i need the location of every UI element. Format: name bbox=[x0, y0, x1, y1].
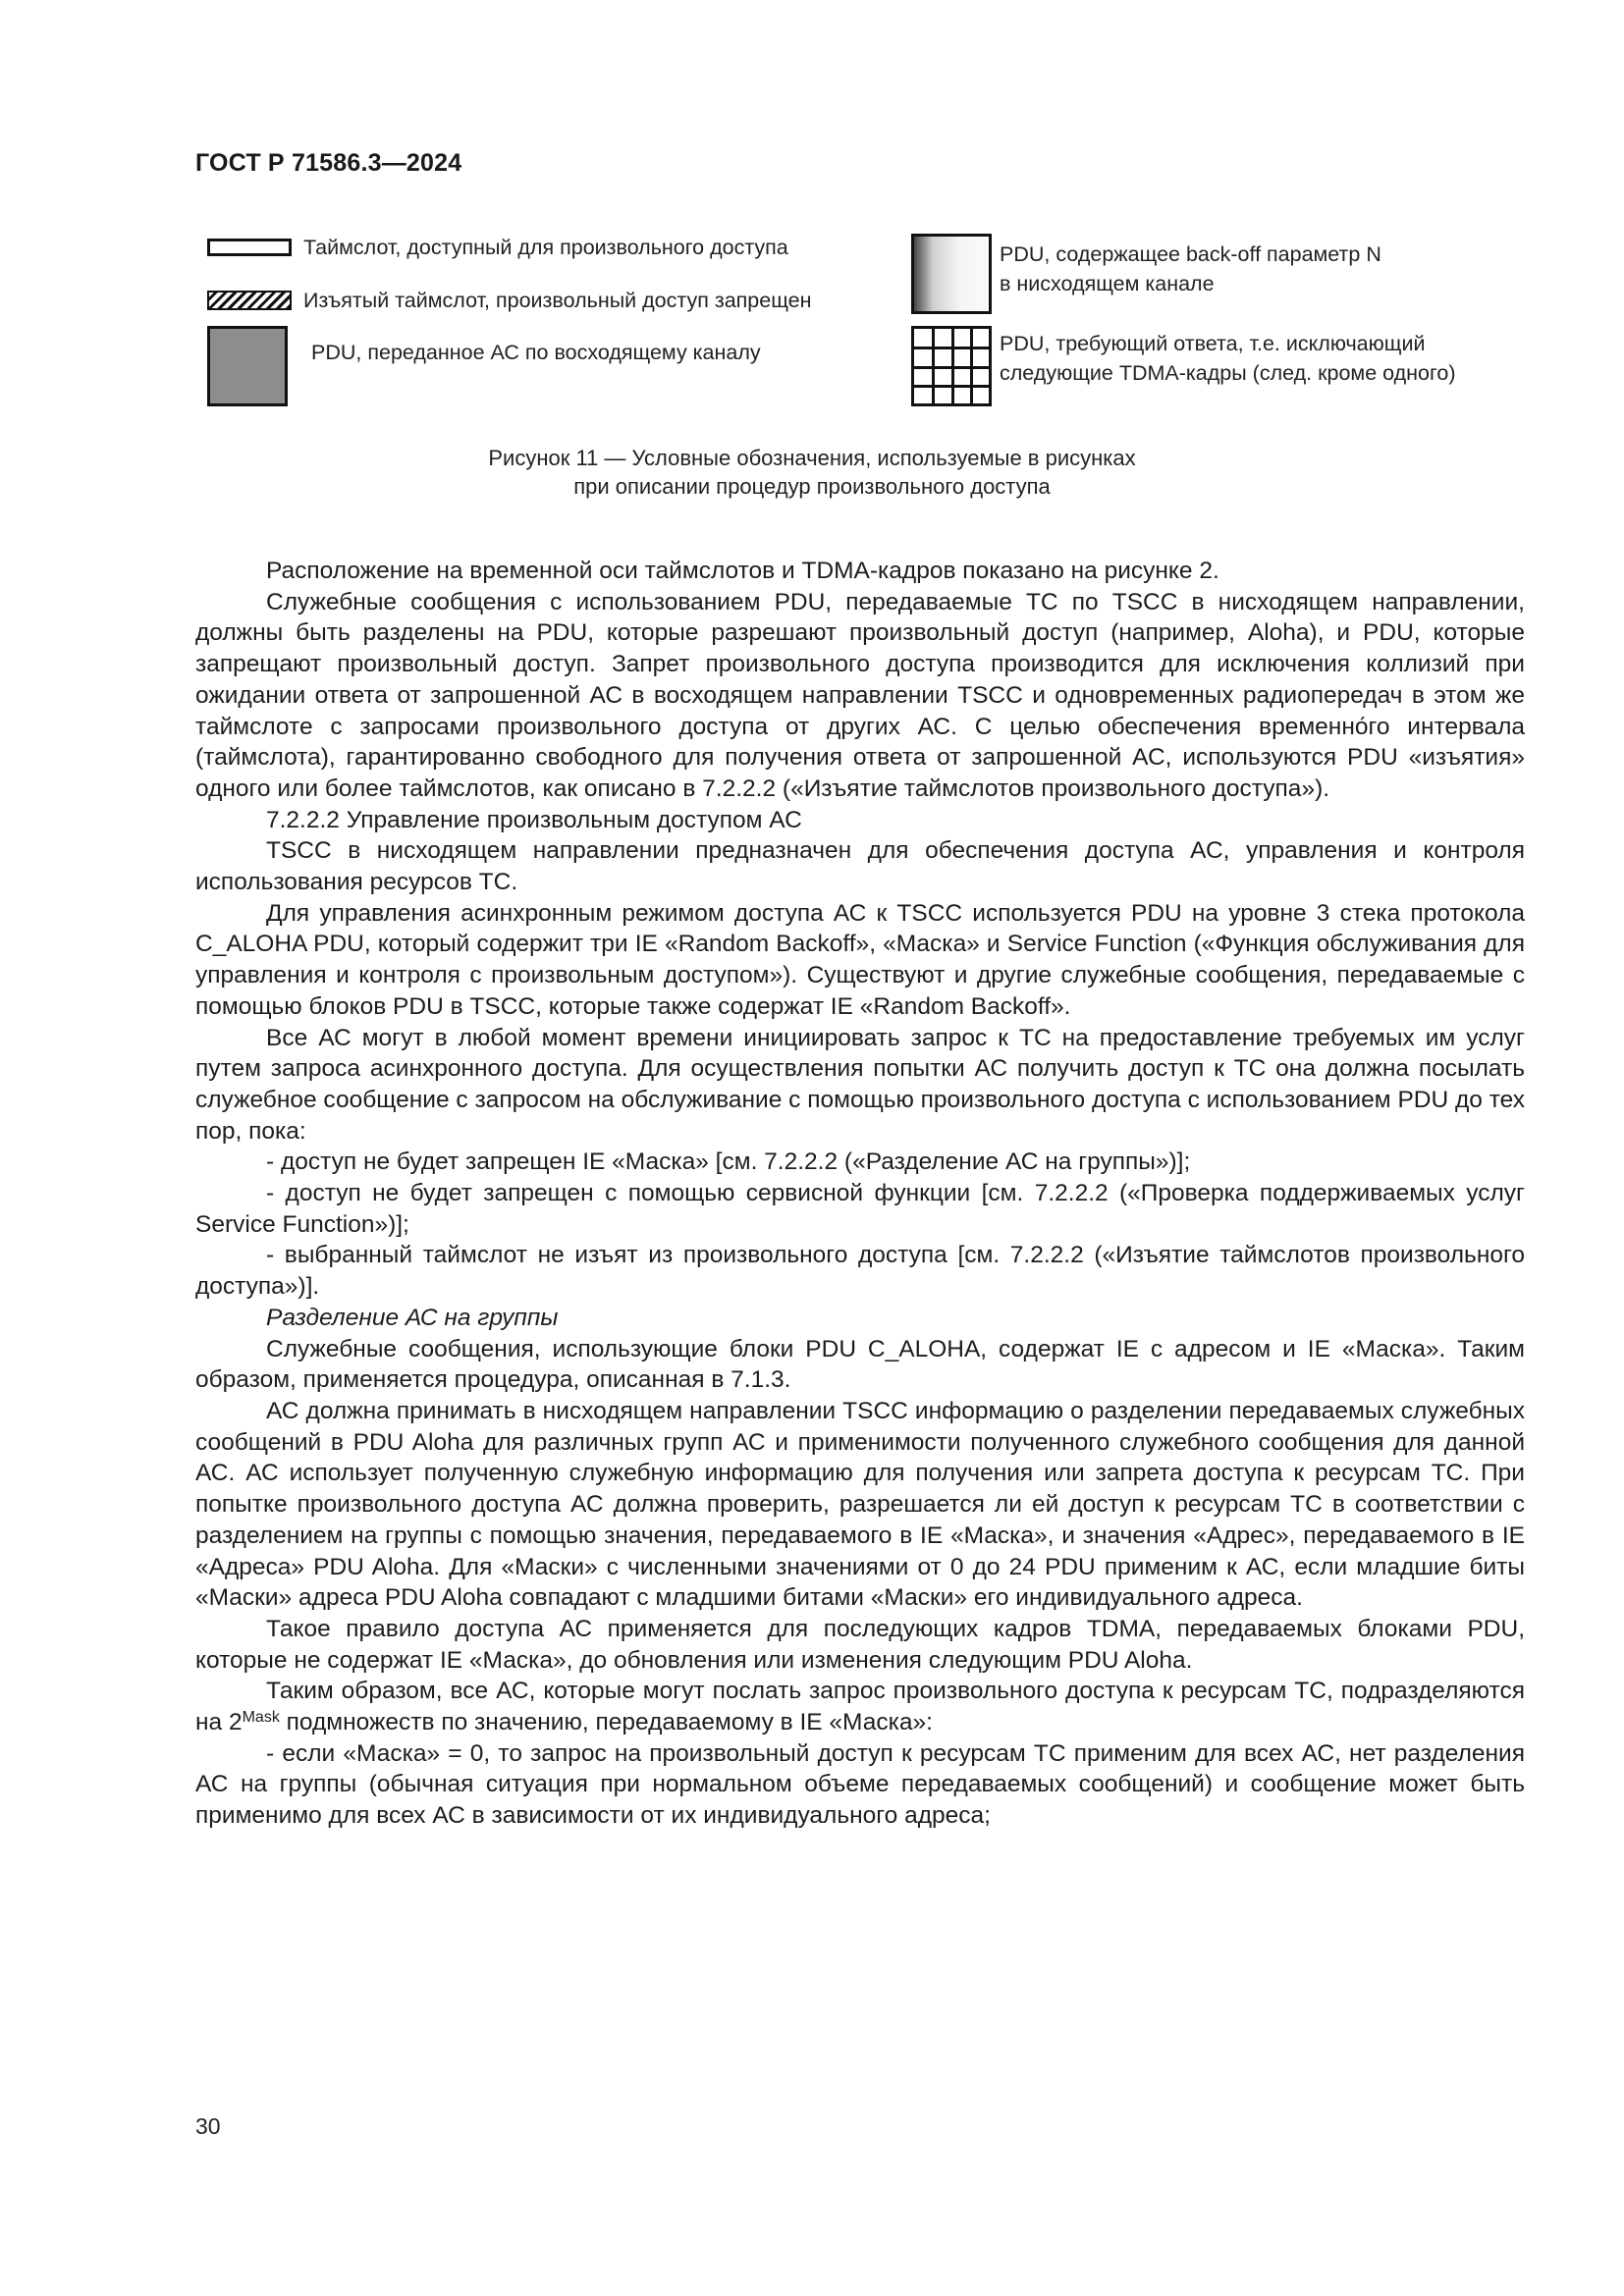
mask-superscript: Mask bbox=[242, 1709, 280, 1727]
subheading-italic: Разделение АС на группы bbox=[266, 1304, 559, 1331]
page-number: 30 bbox=[195, 2113, 221, 2139]
paragraph: АС должна принимать в нисходящем направлении TSCC информацию о разделении передаваемых служебных сообщений в PDU Aloha для различных групп АС и применимости полученного служебного сообщения для данной АС. АС использует полученную служебную информацию для получения или запрета доступа к ресурсам ТС. При попытке произвольного доступа АС должна проверить, разрешается ли ей доступ к ресурсам ТС в соответствии с разделением на группы с помощью значения, передаваемого в IE «Маска», и значения «Адрес», передаваемого в IE «Адреса» PDU Aloha. Для «Маски» с численными значениями от 0 до 24 PDU применим к АС, если младшие биты «Маски» адреса PDU Aloha совпадают с младшими битами «Маски» его индивидуального адреса. bbox=[195, 1397, 1525, 1612]
list-item: - доступ не будет запрещен IE «Маска» [см. 7.2.2.2 («Разделение АС на группы»)]; bbox=[266, 1148, 1191, 1176]
legend-item-gray-box bbox=[207, 326, 761, 406]
list-item: - если «Маска» = 0, то запрос на произвольный доступ к ресурсам ТС применим для всех АС, нет разделения АС на группы (обычная ситуация при нормальном объеме передаваемых сообщений) и сообщение может быть применимо для всех АС в зависимости от их индивидуального адреса; bbox=[195, 1739, 1525, 1830]
uplink-pdu-icon bbox=[207, 326, 288, 406]
legend-label: PDU, переданное АС по восходящему каналу bbox=[311, 341, 761, 364]
paragraph: Для управления асинхронным режимом доступа АС к TSCC используется PDU на уровне 3 стека протокола C_ALOHA PDU, который содержит три IE «Random Backoff», «Маска» и Service Function («Функция обслуживания для управления и контроля с произвольным доступом»). Существуют и другие служебные сообщения, передаваемые с помощью блоков PDU в TSCC, которые также содержат IE «Random Backoff». bbox=[195, 899, 1525, 1020]
hatched-timeslot-icon bbox=[207, 291, 292, 310]
legend-label: Изъятый таймслот, произвольный доступ запрещен bbox=[303, 289, 812, 312]
paragraph: Все АС могут в любой момент времени инициировать запрос к ТС на предоставление требуемых им услуг путем запроса асинхронного доступа. Для осуществления попытки АС получить доступ к ТС она должна посылать служебное сообщение с запросом на обслуживание с помощью произвольного доступа с использованием PDU до тех пор, пока: bbox=[195, 1024, 1525, 1145]
paragraph: Служебные сообщения с использованием PDU, передаваемые ТС по TSCC в нисходящем направлении, должны быть разделены на PDU, которые разрешают произвольный доступ (например, Aloha), и PDU, которые запрещают произвольный доступ. Запрет произвольного доступа производится для исключения коллизий при ожидании ответа от запрошенной АС в восходящем направлении TSCC и одновременных радиопередач в этом же таймслоте с запросами произвольного доступа от других АС. С целью обеспечения временно́го интервала (таймслота), гарантированно свободного для получения ответа от запрошенной АС, используются PDU «изъятия» одного или более таймслотов, как описано в 7.2.2.2 («Изъятие таймслотов произвольного доступа»). bbox=[195, 588, 1525, 802]
paragraph: Такое правило доступа АС применяется для последующих кадров TDMA, передаваемых блоками PDU, которые не содержат IE «Маска», до обновления или изменения следующим PDU Aloha. bbox=[195, 1615, 1525, 1674]
mask-text-after: подмножеств по значению, передаваемому в IE «Маска»: bbox=[279, 1709, 933, 1736]
list-item: - выбранный таймслот не изъят из произвольного доступа [см. 7.2.2.2 («Изъятие таймслотов произвольного доступа»)]. bbox=[195, 1242, 1525, 1301]
open-timeslot-icon bbox=[207, 239, 292, 256]
paragraph: Служебные сообщения, использующие блоки PDU C_ALOHA, содержат IE с адресом и IE «Маска». Таким образом, применяется процедура, описанная в 7.1.3. bbox=[195, 1335, 1525, 1394]
mask-text-before: Таким образом, все АС, которые могут послать запрос произвольного доступа к ресурсам ТС, подразделяются на 2 bbox=[195, 1678, 1525, 1736]
legend-item-open-slot bbox=[207, 233, 788, 262]
body-text bbox=[195, 556, 1525, 1832]
backoff-pdu-icon bbox=[911, 234, 992, 314]
legend-item-hatched-slot bbox=[207, 286, 812, 315]
legend-label: Таймслот, доступный для произвольного доступа bbox=[303, 236, 788, 259]
section-heading: 7.2.2.2 Управление произвольным доступом АС bbox=[266, 806, 802, 833]
mask-paragraph bbox=[195, 1676, 1525, 1737]
legend-item-grid-box bbox=[911, 326, 1455, 406]
legend-label-line2: в нисходящем канале bbox=[1000, 272, 1215, 295]
document-header: ГОСТ Р 71586.3—2024 bbox=[195, 149, 462, 177]
paragraph: Расположение на временной оси таймслотов и TDMA-кадров показано на рисунке 2. bbox=[266, 558, 1219, 584]
figure-legend bbox=[0, 0, 1624, 412]
legend-label-line2: следующие TDMA-кадры (след. кроме одного) bbox=[1000, 361, 1456, 385]
figure-caption bbox=[0, 444, 1624, 501]
list-item: - доступ не будет запрещен с помощью сервисной функции [см. 7.2.2.2 («Проверка поддерживаемых услуг Service Function»)]; bbox=[195, 1180, 1525, 1238]
response-pdu-grid-icon bbox=[911, 326, 992, 406]
legend-item-gradient-box bbox=[911, 234, 1381, 314]
paragraph: TSCC в нисходящем направлении предназначен для обеспечения доступа АС, управления и контроля использования ресурсов ТС. bbox=[195, 837, 1525, 896]
legend-label-line1: PDU, содержащее back-off параметр N bbox=[1000, 242, 1381, 266]
figure-caption-line2: при описании процедур произвольного доступа bbox=[573, 474, 1051, 499]
legend-label-line1: PDU, требующий ответа, т.е. исключающий bbox=[1000, 332, 1426, 355]
figure-caption-line1: Рисунок 11 — Условные обозначения, используемые в рисунках bbox=[488, 446, 1136, 470]
